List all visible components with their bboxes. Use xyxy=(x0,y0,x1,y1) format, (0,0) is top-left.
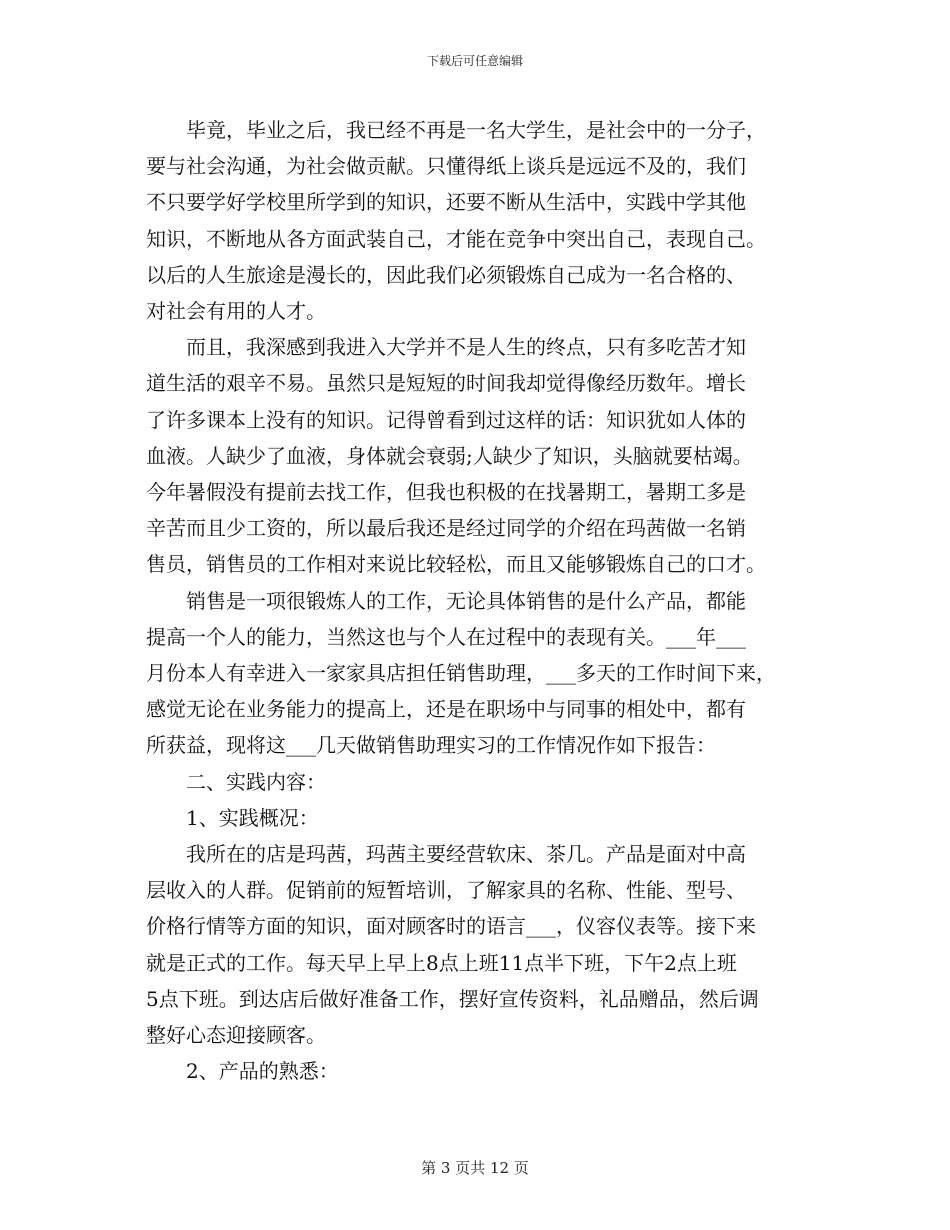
text-line: 要与社会沟通，为社会做贡献。只懂得纸上谈兵是远远不及的，我们 xyxy=(146,154,746,179)
text-line: 今年暑假没有提前去找工作，但我也积极的在找暑期工，暑期工多是 xyxy=(146,480,746,505)
subsection-heading xyxy=(146,800,826,836)
section-heading xyxy=(146,764,826,800)
paragraph-1 xyxy=(146,112,826,329)
text-line: 以后的人生旅途是漫长的，因此我们必须锻炼自己成为一名合格的、 xyxy=(146,262,746,287)
text-line: 而且，我深感到我进入大学并不是人生的终点，只有多吃苦才知 xyxy=(186,335,746,360)
text-line: 整好心态迎接顾客。 xyxy=(146,1023,326,1048)
paragraph-2 xyxy=(146,329,826,582)
text-line: 所获益，现将这___几天做销售助理实习的工作情况作如下报告： xyxy=(146,733,716,758)
text-line: 提高一个人的能力，当然这也与个人在过程中的表现有关。___年___ xyxy=(146,624,746,649)
text-line: 销售是一项很锻炼人的工作，无论具体销售的是什么产品，都能 xyxy=(186,588,746,613)
text-line: 知识，不断地从各方面武装自己，才能在竞争中突出自己，表现自己。 xyxy=(146,226,766,251)
text-line: 二、实践内容： xyxy=(186,769,326,794)
text-line: 不只要学好学校里所学到的知识，还要不断从生活中，实践中学其他 xyxy=(146,190,746,215)
text-line: 售员，销售员的工作相对来说比较轻松，而且又能够锻炼自己的口才。 xyxy=(146,552,766,577)
text-line: 月份本人有幸进入一家家具店担任销售助理，___多天的工作时间下来， xyxy=(146,661,776,686)
text-line: 就是正式的工作。每天早上早上8点上班11点半下班，下午2点上班 xyxy=(146,950,737,975)
text-line: 血液。人缺少了血液，身体就会衰弱;人缺少了知识，头脑就要枯竭。 xyxy=(146,443,753,468)
text-line: 道生活的艰辛不易。虽然只是短短的时间我却觉得像经历数年。增长 xyxy=(146,371,746,396)
text-line: 毕竟，毕业之后，我已经不再是一名大学生，是社会中的一分子， xyxy=(186,118,766,142)
text-line: 价格行情等方面的知识，面对顾客时的语言___，仪容仪表等。接下来 xyxy=(146,914,756,939)
text-line: 对社会有用的人才。 xyxy=(146,299,326,324)
text-line: 层收入的人群。促销前的短暂培训，了解家具的名称、性能、型号、 xyxy=(146,878,746,903)
text-line: 辛苦而且少工资的，所以最后我还是经过同学的介绍在玛茜做一名销 xyxy=(146,516,746,541)
text-line: 我所在的店是玛茜，玛茜主要经营软床、茶几。产品是面对中高 xyxy=(186,842,746,867)
subsection-heading xyxy=(146,1053,826,1089)
document-body xyxy=(146,112,826,1089)
page-number: 第 3 页共 12 页 xyxy=(421,1159,529,1177)
text-line: 感觉无论在业务能力的提高上，还是在职场中与同事的相处中，都有 xyxy=(146,697,746,722)
paragraph-4 xyxy=(146,836,826,1053)
page-header: 下载后可任意编辑 xyxy=(426,54,523,68)
text-line: 了许多课本上没有的知识。记得曾看到过这样的话：知识犹如人体的 xyxy=(146,407,746,432)
paragraph-3 xyxy=(146,583,826,764)
text-line: 5点下班。到达店后做好准备工作，摆好宣传资料，礼品赠品，然后调 xyxy=(146,986,759,1011)
text-line: 2、产品的熟悉： xyxy=(186,1059,339,1084)
text-line: 1、实践概况： xyxy=(186,805,319,830)
